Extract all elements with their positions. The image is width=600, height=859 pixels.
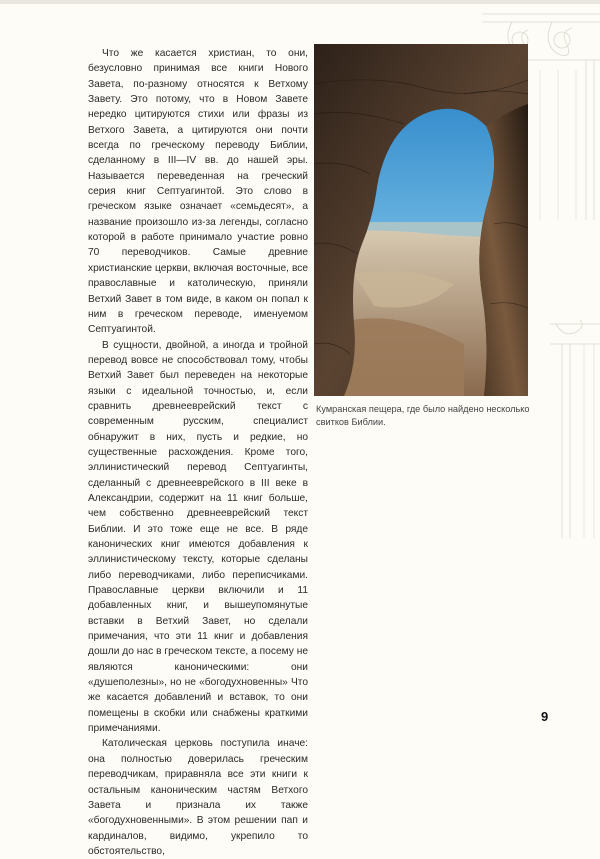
ornament-column-side	[550, 318, 600, 538]
photo-caption: Кумранская пещера, где было найдено несколько свитков Библии.	[316, 404, 530, 427]
paragraph: Что же касается христиан, то они, безусловно принимая все книги Нового Завета, по-разному относятся к Ветхому Завету. Это потому, что в Новом Завете нередко цитируются стихи или фразы из Ветхого Завета, а цитируются они почти всегда по греческому переводу Библии, сделанному в III—IV вв. до нашей эры. Называется переведенная на греческий серия книг Септуагинтой. Это слово в греческом языке означает «семьдесят», а название произошло из-за легенды, согласно которой в работе принимало участие ровно 70 переводчиков. Самые древние христианские церкви, включая восточные, все православные и католическую, приняли Ветхий Завет в том виде, в каком он попал к ним в греческом переводе, именуемом Септуагинтой.	[88, 48, 308, 336]
page-number: 9	[541, 709, 549, 724]
paragraph: В сущности, двойной, а иногда и тройной перевод вовсе не способствовал тому, чтобы Ветхий Завет был переведен на некоторые языки с идеальной точностью, и, если сравнить древнееврейский текст с современным русским, специалист обнаружит в них, пусть и редкие, но существенные расхождения. Кроме того, эллинистический перевод Септуагинты, сделанный с древнееврейского в III веке в Александрии, содержит на 11 книг больше, чем собственно древнееврейский текст Библии. И это тоже еще не все. В ряде канонических книг имеются добавления к эллинистическому тексту, которые сделаны либо переводчиками, либо переписчиками. Православные церкви включили и 11 добавленных книг, и вышеупомянутые вставки в Ветхий Завет, но сделали примечания, что эти 11 книг и добавления дошли до нас в греческом тексте, а посему не являются каноническими: они «душеполезны», но не «богодухновенны» Что же касается добавлений и вставок, то они помещены в скобки или снабжены краткими примечаниями.	[88, 339, 308, 735]
cave-photo	[314, 44, 528, 396]
article-body	[88, 46, 308, 859]
paragraph: Католическая церковь поступила иначе: она полностью доверилась греческим переводчикам, приравняла все эти книги к остальным каноническим частям Ветхого Завета и признала их также «богодухновенными». В этом решении пап и кардиналов, видимо, укрепило то обстоятельство,	[88, 738, 308, 857]
